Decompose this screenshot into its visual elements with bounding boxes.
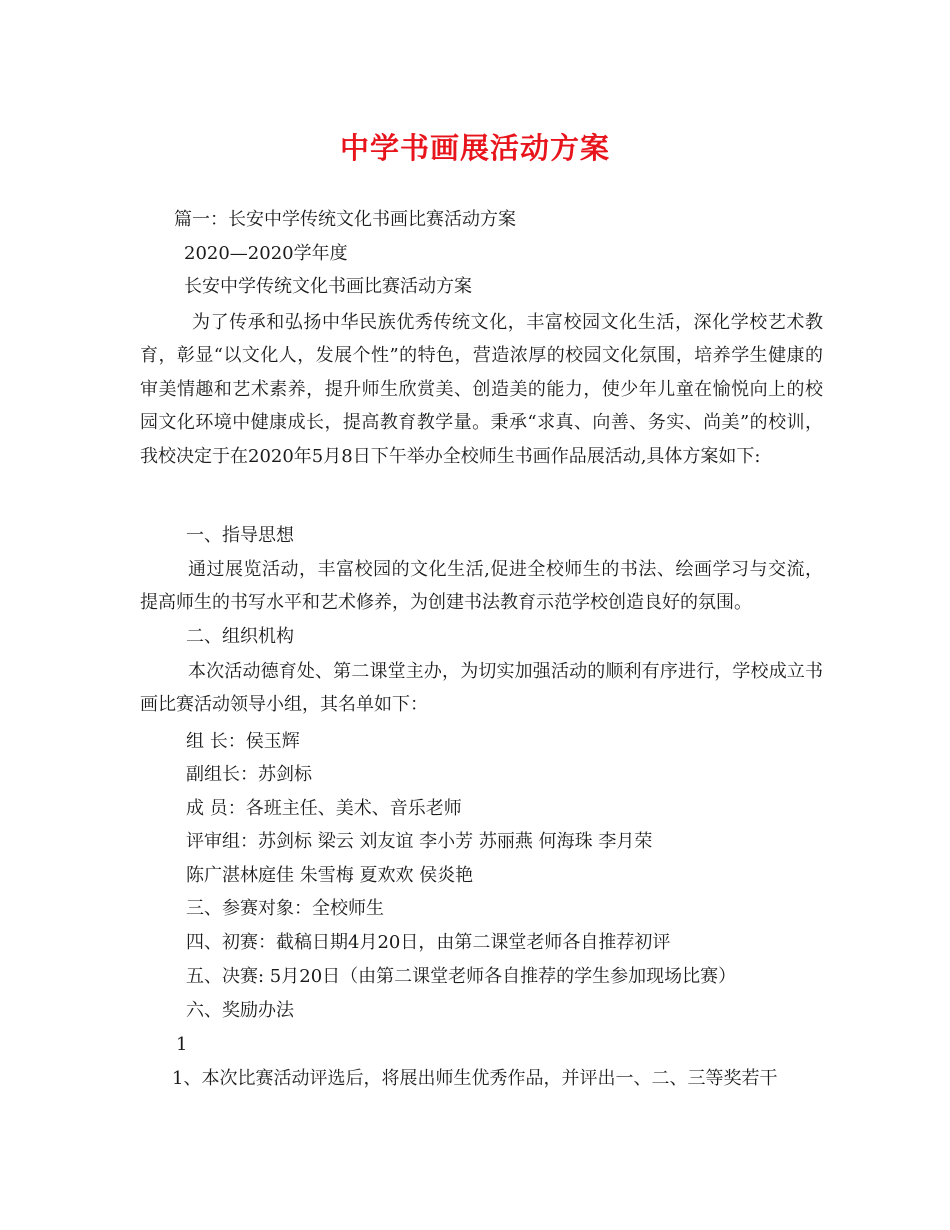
document-subtitle: 长安中学传统文化书画比赛活动方案 [184,276,472,297]
heading-preliminary: 四、初赛：截稿日期4月20日，由第二课堂老师各自推荐初评 [186,932,671,953]
paragraph-organization: 本次活动德育处、第二课堂主办，为切实加强活动的顺利有序进行，学校成立书画比赛活动领导小组，其名单如下： [140,661,823,716]
heading-awards: 六、奖励办法 [186,1000,294,1021]
page-number: 1 [176,1034,188,1055]
document-title: 中学书画展活动方案 [339,131,610,165]
judges-line-2: 陈广湛林庭佳 朱雪梅 夏欢欢 侯炎艳 [186,865,474,886]
judges-line-1: 评审组：苏剑标 梁云 刘友谊 李小芳 苏丽燕 何海珠 李月荣 [186,831,653,852]
school-year: 2020—2020学年度 [184,243,348,264]
members-line: 成 员：各班主任、美术、音乐老师 [186,798,462,819]
paragraph-guiding-ideology: 通过展览活动，丰富校园的文化生活,促进全校师生的书法、绘画学习与交流，提高师生的书写水平和艺术修养，为创建书法教育示范学校创造良好的氛围。 [140,559,823,614]
heading-organization: 二、组织机构 [186,626,294,647]
leader-line: 组 长：侯玉辉 [186,731,300,752]
awards-item-1: 1、本次比赛活动评选后，将展出师生优秀作品，并评出一、二、三等奖若干 [172,1068,778,1089]
heading-guiding-ideology: 一、指导思想 [186,525,294,546]
deputy-leader-line: 副组长：苏剑标 [186,764,312,785]
heading-final: 五、决赛: 5月20日（由第二课堂老师各自推荐的学生参加现场比赛） [186,966,737,987]
section-heading: 篇一：长安中学传统文化书画比赛活动方案 [174,209,516,230]
intro-paragraph: 为了传承和弘扬中华民族优秀传统文化，丰富校园文化生活，深化学校艺术教育，彰显“以文化人，发展个性”的特色，营造浓厚的校园文化氛围，培养学生健康的审美情趣和艺术素养，提升师生欣赏美、创造美的能力，使少年儿童在愉悦向上的校园文化环境中健康成长，提高教育教学量。秉承“求真、向善、务实、尚美”的校训，我校决定于在2020年5月8日下午举办全校师生书画作品展活动,具体方案如下: [140,312,823,467]
heading-participants: 三、参赛对象：全校师生 [186,898,384,919]
